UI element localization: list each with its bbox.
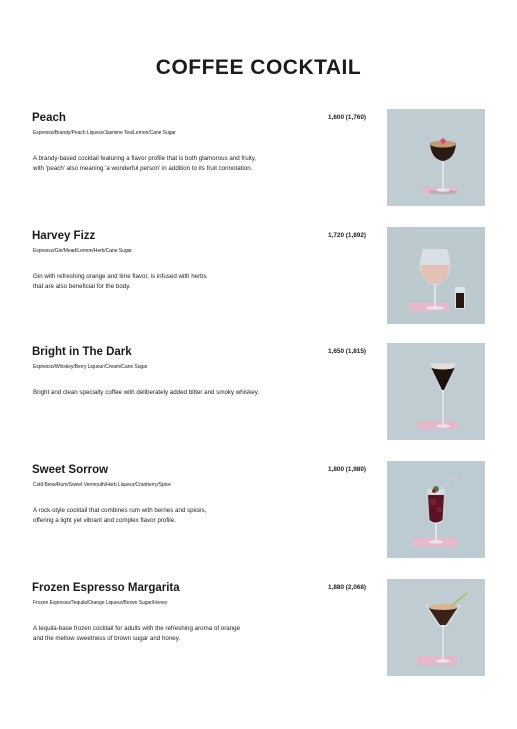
goblet-glass-icon: [387, 461, 485, 558]
coupe-glass-icon: [387, 109, 485, 206]
item-price: 1,880 (2,068): [328, 584, 367, 591]
menu-item-harvey-fizz: [0, 230, 517, 328]
item-name: Harvey Fizz: [32, 230, 96, 242]
item-ingredients: Cold Brew/Rum/Sweet Vermouth/Herb Liqueur/Cranberry/Spice: [33, 482, 171, 488]
item-description-line: offering a light yet vibrant and complex flavor profile.: [33, 517, 176, 524]
item-description: [33, 388, 318, 398]
item-ingredients: Frozen Espresso/Tequila/Orange Liqueur/Brown Sugar/Honey: [33, 600, 168, 606]
item-price: 1,800 (1,980): [328, 466, 367, 473]
menu-item-bright-in-the-dark: [0, 346, 517, 444]
menu-title: COFFEE COCKTAIL: [155, 56, 362, 79]
item-description-line: A tequila-base frozen cocktail for adults with the refreshing aroma of orange: [33, 625, 241, 632]
item-description-line: Gin with refreshing orange and lime flavor, is infused with herbs: [33, 273, 207, 280]
margarita-glass-icon: [387, 579, 485, 676]
item-price: 1,720 (1,892): [328, 232, 367, 239]
wine-glass-icon: [387, 227, 485, 324]
item-name: Bright in The Dark: [32, 346, 132, 358]
item-price: 1,600 (1,760): [328, 114, 367, 121]
item-ingredients: Espresso/Brandy/Peach Liqueur/Jasmine Tea/Lemon/Cane Sugar: [33, 130, 176, 136]
item-ingredients: Espresso/Whiskey/Berry Liqueur/Cream/Cane Sugar: [33, 364, 148, 370]
item-description: [33, 624, 318, 644]
menu-item-peach: [0, 112, 517, 210]
menu-item-sweet-sorrow: [0, 464, 517, 562]
item-description: [33, 272, 318, 292]
item-name: Peach: [32, 112, 66, 124]
item-description-line: that are also beneficial for the body.: [33, 283, 131, 290]
item-description-line: Bright and clean specialty coffee with deliberately added bitter and smoky whiskey.: [33, 389, 260, 396]
item-description: [33, 154, 318, 174]
item-ingredients: Espresso/Gin/Mead/Lemon/Herb/Cane Sugar: [33, 248, 132, 254]
item-description-line: A rock-style cocktail that combines rum with berries and spices,: [33, 507, 207, 514]
menu-item-frozen-espresso-margarita: [0, 582, 517, 680]
item-description: [33, 506, 318, 526]
item-price: 1,650 (1,815): [328, 348, 367, 355]
cone-glass-icon: [387, 343, 485, 440]
item-description-line: and the mellow sweetness of brown sugar and honey.: [33, 635, 181, 642]
item-description-line: A brandy-based cocktail featuring a flavor profile that is both glamorous and fruity,: [33, 155, 257, 162]
item-name: Sweet Sorrow: [32, 464, 109, 476]
item-name: Frozen Espresso Margarita: [32, 582, 180, 594]
item-description-line: with 'peach' also meaning 'a wonderful person' in addition to its fruit connotation.: [33, 165, 253, 172]
